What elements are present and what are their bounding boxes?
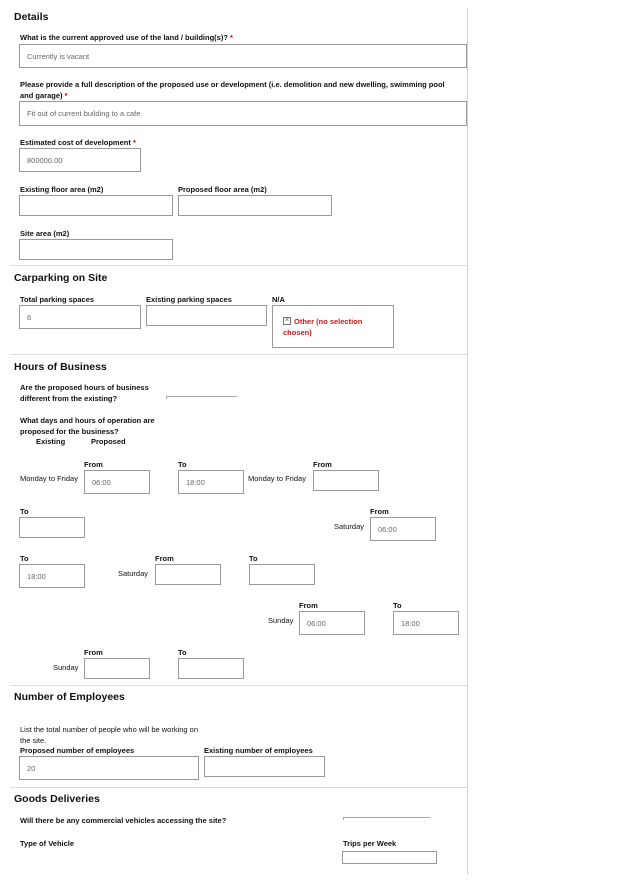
cost-label: Estimated cost of development * — [20, 138, 136, 147]
current-use-input[interactable] — [19, 44, 467, 68]
deliveries-heading: Goods Deliveries — [14, 793, 100, 805]
proposed-monfri-to-input[interactable] — [19, 517, 85, 538]
proposed-monfri-from-input[interactable] — [313, 470, 379, 491]
total-parking-label: Total parking spaces — [20, 295, 95, 304]
na-select-box[interactable] — [272, 305, 394, 348]
existing-parking-label: Existing parking spaces — [146, 295, 232, 304]
vehicle-type-label: Type of Vehicle — [20, 839, 75, 848]
from-label: From — [84, 460, 103, 469]
existing-employees-input[interactable] — [204, 756, 325, 777]
section-divider — [10, 265, 468, 266]
sunday-label: Sunday — [268, 616, 294, 625]
current-use-label: What is the current approved use of the land / building(s)? * — [20, 33, 233, 42]
existing-sun-to-input[interactable] — [393, 611, 459, 635]
saturday-label: Saturday — [334, 522, 365, 531]
existing-floor-label: Existing floor area (m2) — [20, 185, 104, 194]
existing-sat-to-input[interactable] — [19, 564, 85, 588]
commercial-vehicles-question: Will there be any commercial vehicles accessing the site? — [20, 816, 227, 825]
hours-heading: Hours of Business — [14, 361, 107, 373]
existing-parking-input[interactable] — [146, 305, 267, 326]
hours-different-question: Are the proposed hours of business different from the existing? — [20, 383, 149, 403]
existing-column-heading: Existing — [36, 437, 66, 446]
existing-floor-input[interactable] — [19, 195, 173, 216]
to-label: To — [178, 460, 187, 469]
proposed-employees-input[interactable] — [19, 756, 199, 780]
to-label: To — [249, 554, 258, 563]
site-area-input[interactable] — [19, 239, 173, 260]
proposed-sun-to-input[interactable] — [178, 658, 244, 679]
proposed-floor-label: Proposed floor area (m2) — [178, 185, 267, 194]
sunday-label: Sunday — [53, 663, 79, 672]
na-label: N/A — [272, 295, 285, 304]
employees-instructions: List the total number of people who will be working on the site. — [20, 725, 199, 745]
unchecked-checkbox-icon[interactable]: × — [284, 317, 290, 324]
existing-sat-from-input[interactable] — [370, 517, 436, 541]
from-label: From — [84, 648, 103, 657]
saturday-label: Saturday — [118, 569, 149, 578]
proposed-floor-input[interactable] — [178, 195, 332, 216]
description-input[interactable] — [19, 101, 467, 126]
existing-monfri-to-input[interactable] — [178, 470, 244, 494]
days-question: What days and hours of operation are proposed for the business? — [20, 416, 155, 436]
existing-sun-from-input[interactable] — [299, 611, 365, 635]
proposed-sat-to-input[interactable] — [249, 564, 315, 585]
to-label: To — [20, 507, 29, 516]
proposed-sun-from-input[interactable] — [84, 658, 150, 679]
section-divider — [10, 354, 468, 355]
hours-different-select[interactable] — [166, 396, 237, 399]
cost-input[interactable] — [19, 148, 141, 172]
to-label: To — [178, 648, 187, 657]
proposed-employees-label: Proposed number of employees — [20, 746, 135, 755]
required-marker: * — [132, 138, 136, 147]
from-label: From — [313, 460, 332, 469]
trips-per-week-input[interactable] — [342, 851, 437, 864]
total-parking-input[interactable] — [19, 305, 141, 329]
employees-heading: Number of Employees — [14, 691, 125, 703]
monday-friday-label: Monday to Friday — [248, 474, 306, 483]
form-right-border — [467, 8, 468, 874]
trips-per-week-label: Trips per Week — [343, 839, 397, 848]
from-label: From — [299, 601, 318, 610]
existing-monfri-from-input[interactable] — [84, 470, 150, 494]
from-label: From — [370, 507, 389, 516]
from-label: From — [155, 554, 174, 563]
site-area-label: Site area (m2) — [20, 229, 70, 238]
description-label: Please provide a full description of the proposed use or development (i.e. demolition and new dwelling, swimming pool and garage) * — [20, 80, 445, 100]
to-label: To — [20, 554, 29, 563]
required-marker: * — [64, 90, 68, 100]
na-option-text[interactable]: Other (no selection chosen) — [283, 317, 363, 337]
proposed-sat-from-input[interactable] — [155, 564, 221, 585]
to-label: To — [393, 601, 402, 610]
required-marker: * — [230, 33, 233, 42]
existing-employees-label: Existing number of employees — [204, 746, 313, 755]
proposed-column-heading: Proposed — [91, 437, 126, 446]
details-heading: Details — [14, 11, 49, 23]
carparking-heading: Carparking on Site — [14, 272, 108, 284]
section-divider — [10, 787, 468, 788]
monday-friday-label: Monday to Friday — [20, 474, 78, 483]
section-divider — [10, 685, 468, 686]
commercial-vehicles-select[interactable] — [343, 817, 430, 820]
